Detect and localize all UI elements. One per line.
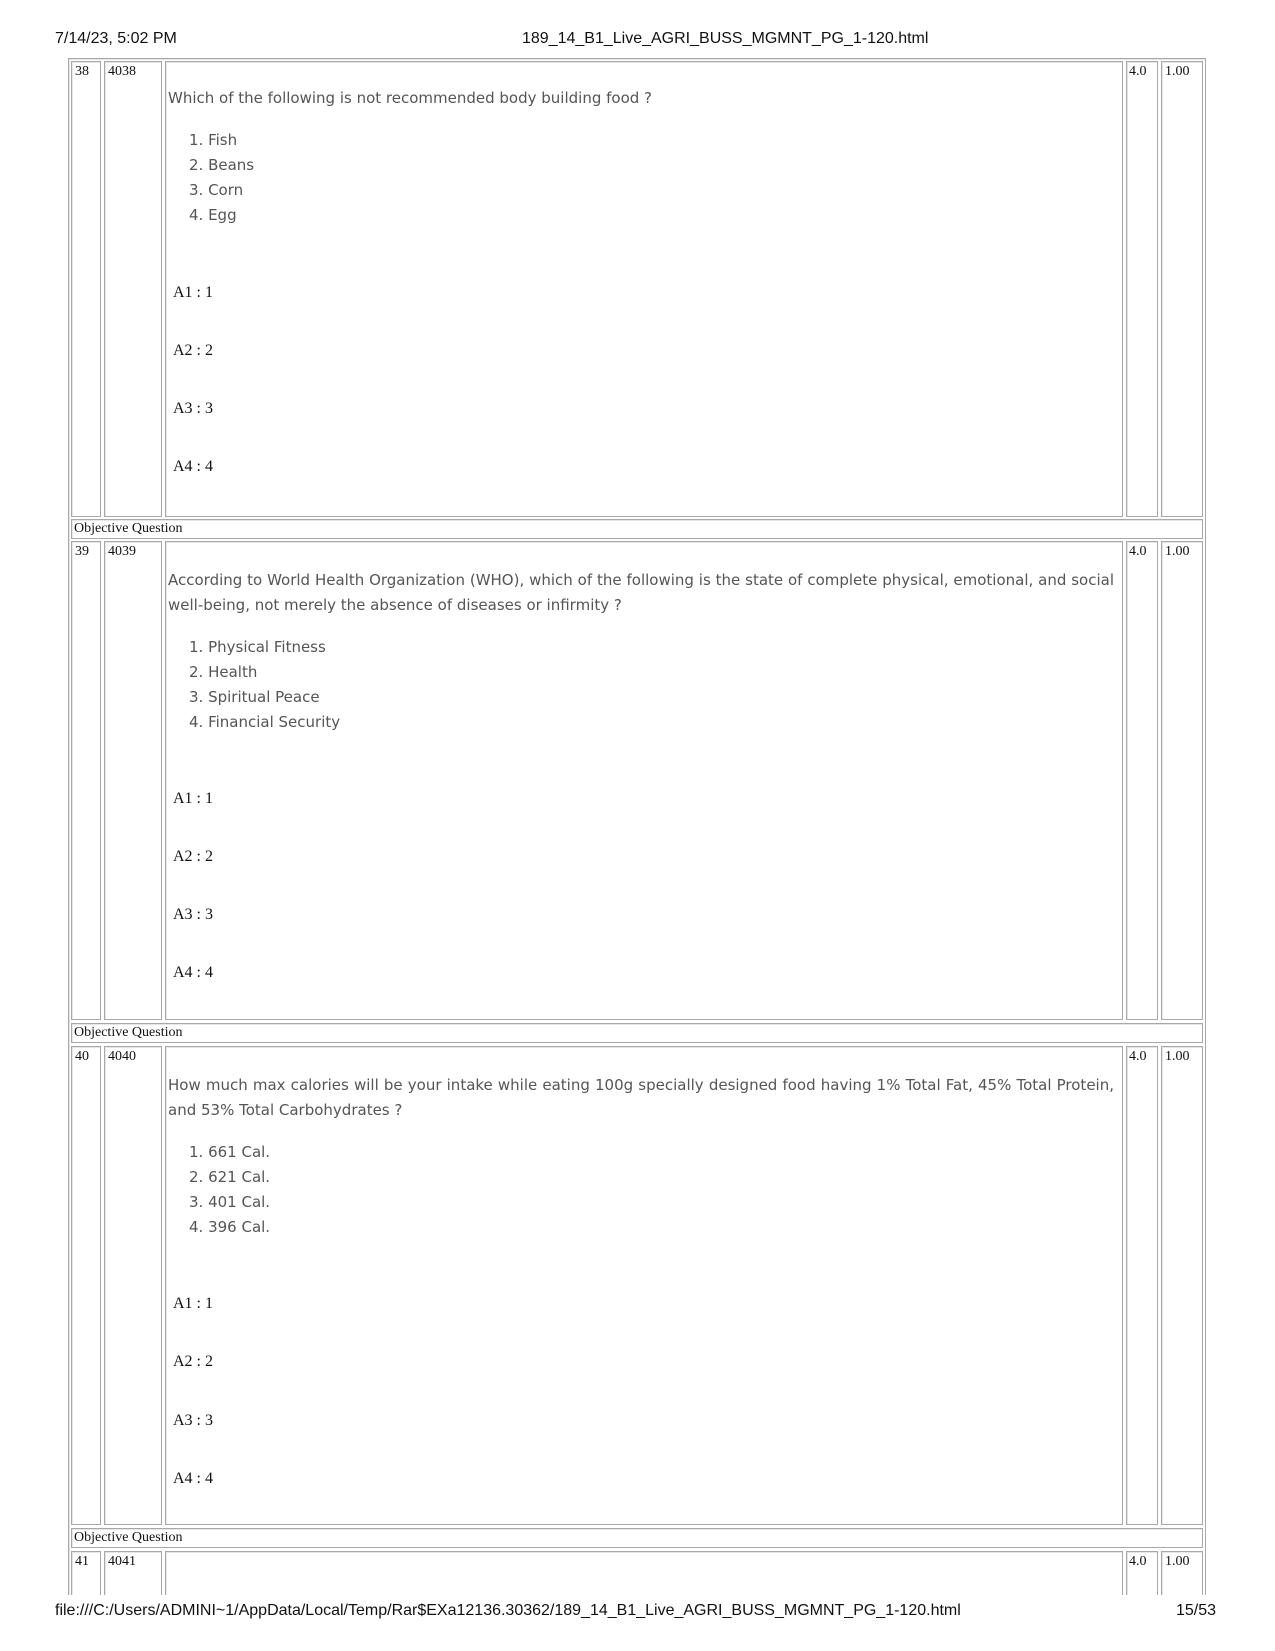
negative-marks-cell: [1161, 1046, 1203, 1525]
answer-key: A3 : 3: [173, 400, 213, 417]
options-list: [189, 1140, 270, 1240]
answer-key: A4 : 4: [173, 964, 213, 981]
option-item: 2. 621 Cal.: [189, 1168, 271, 1186]
negative-marks-value: 1.00: [1165, 1554, 1190, 1569]
marks-cell: [1126, 1046, 1158, 1525]
answer-key: A1 : 1: [173, 284, 213, 301]
print-datetime: 7/14/23, 5:02 PM: [55, 30, 177, 47]
question-text: How much max calories will be your intake while eating 100g specially designed food having 1% Total Fat, 45% Total Protein, and 53% Total Carbohydrates ?: [168, 1076, 1114, 1119]
question-body-cell: [165, 1551, 1123, 1595]
question-type-cell: [71, 519, 1203, 539]
option-item: 4. Financial Security: [189, 713, 341, 731]
negative-marks-value: 1.00: [1165, 1049, 1190, 1064]
option-item: 1. 661 Cal.: [189, 1143, 271, 1161]
serial-number: 40: [75, 1049, 89, 1064]
serial-number: 39: [75, 544, 89, 559]
option-item: 3. Spiritual Peace: [189, 688, 320, 706]
question-id: 4040: [108, 1049, 136, 1064]
serial-number: 38: [75, 64, 89, 79]
negative-marks-value: 1.00: [1165, 64, 1190, 79]
question-id: 4038: [108, 64, 136, 79]
question-id-cell: [104, 1551, 162, 1595]
option-item: 4. 396 Cal.: [189, 1218, 271, 1236]
question-body-cell: [165, 61, 1123, 517]
question-type-cell: [71, 1023, 1203, 1043]
question-id-cell: [104, 541, 162, 1020]
options-list: [189, 128, 254, 228]
answer-key: A2 : 2: [173, 1353, 213, 1370]
option-item: 4. Egg: [189, 206, 237, 224]
option-item: 3. 401 Cal.: [189, 1193, 271, 1211]
option-item: 2. Beans: [189, 156, 255, 174]
document-title: 189_14_B1_Live_AGRI_BUSS_MGMNT_PG_1-120.html: [522, 30, 929, 47]
file-path: file:///C:/Users/ADMINI~1/AppData/Local/Temp/Rar$EXa12136.30362/189_14_B1_Live_AGRI_BUSS_MGMNT_PG_1-120.html: [55, 1602, 961, 1619]
marks-cell: [1126, 61, 1158, 517]
page-number: 15/53: [1176, 1602, 1217, 1619]
answer-key: A3 : 3: [173, 906, 213, 923]
options-list: [189, 635, 340, 735]
option-item: 3. Corn: [189, 181, 244, 199]
question-id-cell: [104, 1046, 162, 1525]
serial-cell: [71, 61, 101, 517]
serial-number: 41: [75, 1554, 89, 1569]
question-type: Objective Question: [74, 1025, 183, 1040]
answer-key: A2 : 2: [173, 342, 213, 359]
question-text: According to World Health Organization (WHO), which of the following is the state of complete physical, emotional, and social well-being, not merely the absence of diseases or infirmity ?: [168, 571, 1114, 614]
marks-cell: [1126, 1551, 1158, 1595]
question-id: 4041: [108, 1554, 136, 1569]
question-type: Objective Question: [74, 521, 183, 536]
marks-cell: [1126, 541, 1158, 1020]
option-item: 2. Health: [189, 663, 258, 681]
answer-key: A1 : 1: [173, 1295, 213, 1312]
question-id: 4039: [108, 544, 136, 559]
answer-key: A1 : 1: [173, 790, 213, 807]
negative-marks-cell: [1161, 541, 1203, 1020]
negative-marks-cell: [1161, 1551, 1203, 1595]
option-item: 1. Physical Fitness: [189, 638, 326, 656]
serial-cell: [71, 1551, 101, 1595]
question-text: Which of the following is not recommended body building food ?: [168, 89, 653, 107]
marks-value: 4.0: [1129, 64, 1147, 79]
question-id-cell: [104, 61, 162, 517]
question-type: Objective Question: [74, 1530, 183, 1545]
answer-key: A4 : 4: [173, 458, 213, 475]
answer-key: A4 : 4: [173, 1470, 213, 1487]
answer-key: A3 : 3: [173, 1412, 213, 1429]
negative-marks-value: 1.00: [1165, 544, 1190, 559]
serial-cell: [71, 1046, 101, 1525]
negative-marks-cell: [1161, 61, 1203, 517]
option-item: 1. Fish: [189, 131, 238, 149]
answer-key: A2 : 2: [173, 848, 213, 865]
question-type-cell: [71, 1528, 1203, 1548]
marks-value: 4.0: [1129, 1049, 1147, 1064]
marks-value: 4.0: [1129, 1554, 1147, 1569]
marks-value: 4.0: [1129, 544, 1147, 559]
serial-cell: [71, 541, 101, 1020]
